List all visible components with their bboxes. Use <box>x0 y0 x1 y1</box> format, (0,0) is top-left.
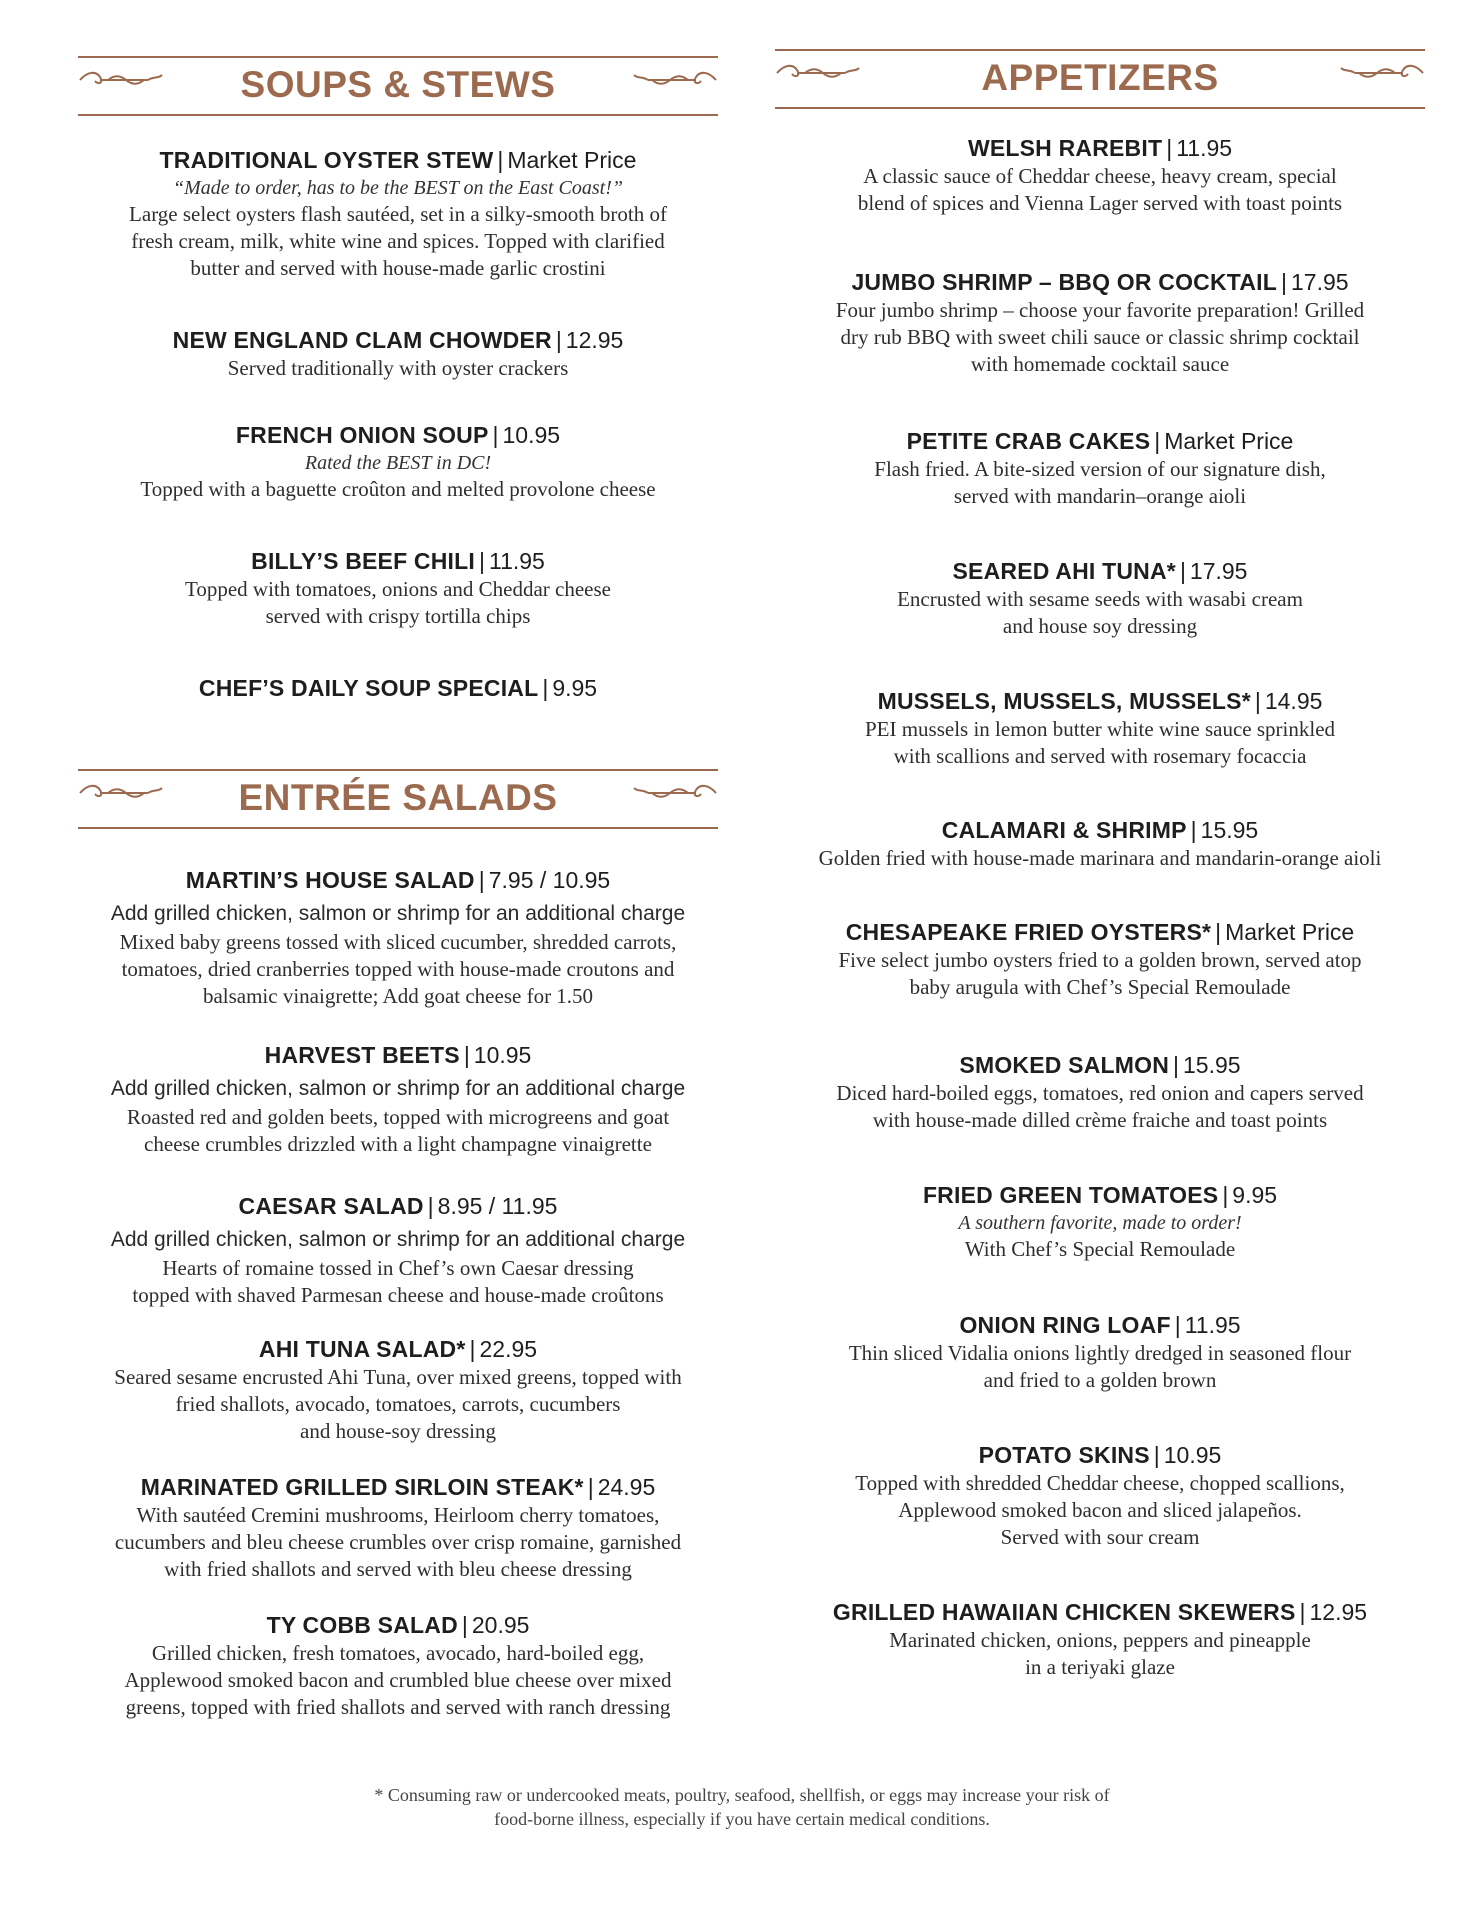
flourish-ornament-icon <box>632 67 718 93</box>
item-price: 20.95 <box>471 1612 530 1638</box>
item-price: 11.95 <box>488 548 545 574</box>
item-name: TRADITIONAL OYSTER STEW <box>159 147 494 173</box>
appetizers-section-header <box>775 49 1425 109</box>
item-price: 10.95 <box>473 1042 532 1068</box>
item-price: 10.95 <box>502 422 561 448</box>
menu-item: CHESAPEAKE FRIED OYSTERS* | Market Price Five select jumbo oysters fried to a golden brown, served atop baby arugula with Chef’s Special Remoulade <box>775 917 1425 1001</box>
menu-item: TRADITIONAL OYSTER STEW | Market Price “Made to order, has to be the BEST on the East Coast!” Large select oysters flash sautéed, set in a silky-smooth broth of fresh cream, milk, white wine and spices. Topped with clarified butter and served with house-made garlic crostini <box>78 145 718 282</box>
item-price: 9.95 <box>1232 1182 1278 1208</box>
menu-item: ONION RING LOAF | 11.95 Thin sliced Vidalia onions lightly dredged in seasoned flour and fried to a golden brown <box>775 1310 1425 1394</box>
item-description: Marinated chicken, onions, peppers and pineapple in a teriyaki glaze <box>889 1628 1311 1679</box>
item-name: NEW ENGLAND CLAM CHOWDER <box>172 327 552 353</box>
salads-section-title: ENTRÉE SALADS <box>238 777 558 818</box>
item-price: 24.95 <box>597 1474 656 1500</box>
item-quote: A southern favorite, made to order! <box>958 1212 1242 1234</box>
item-description: Seared sesame encrusted Ahi Tuna, over mixed greens, topped with fried shallots, avocado, tomatoes, carrots, cucumbers and house-soy dressing <box>114 1365 682 1443</box>
item-price: 14.95 <box>1264 688 1323 714</box>
item-name: ONION RING LOAF <box>959 1312 1171 1338</box>
item-name: CHESAPEAKE FRIED OYSTERS* <box>845 919 1212 945</box>
item-name: CAESAR SALAD <box>238 1193 424 1219</box>
menu-item: CALAMARI & SHRIMP | 15.95 Golden fried with house-made marinara and mandarin-orange aioli <box>775 815 1425 872</box>
item-description: Flash fried. A bite-sized version of our signature dish, served with mandarin–orange aioli <box>874 457 1326 508</box>
item-price: 10.95 <box>1163 1442 1222 1468</box>
menu-item: CAESAR SALAD | 8.95 / 11.95 Add grilled chicken, salmon or shrimp for an additional charge Hearts of romaine tossed in Chef’s own Caesar dressing topped with shaved Parmesan cheese and house-made croûtons <box>78 1191 718 1309</box>
item-description: Mixed baby greens tossed with sliced cucumber, shredded carrots, tomatoes, dried cranberries topped with house-made croutons and balsamic vinaigrette; Add goat cheese for 1.50 <box>119 930 677 1008</box>
menu-item: POTATO SKINS | 10.95 Topped with shredded Cheddar cheese, chopped scallions, Applewood smoked bacon and sliced jalapeños. Served with sour cream <box>775 1440 1425 1551</box>
item-description: Thin sliced Vidalia onions lightly dredged in seasoned flour and fried to a golden brown <box>848 1341 1352 1392</box>
menu-item: SMOKED SALMON | 15.95 Diced hard-boiled eggs, tomatoes, red onion and capers served with house-made dilled crème fraiche and toast points <box>775 1050 1425 1134</box>
item-description: Golden fried with house-made marinara and mandarin-orange aioli <box>818 846 1382 870</box>
item-price: Market Price <box>1225 919 1355 945</box>
item-addon-note: Add grilled chicken, salmon or shrimp for an additional charge <box>110 902 686 925</box>
item-name: HARVEST BEETS <box>264 1042 460 1068</box>
appetizers-section-title: APPETIZERS <box>981 57 1219 98</box>
salads-section-header <box>78 769 718 829</box>
item-name: GRILLED HAWAIIAN CHICKEN SKEWERS <box>832 1599 1296 1625</box>
soups-section-title: SOUPS & STEWS <box>240 64 556 105</box>
menu-item: NEW ENGLAND CLAM CHOWDER | 12.95 Served traditionally with oyster crackers <box>78 325 718 382</box>
item-price: 8.95 / 11.95 <box>437 1193 558 1219</box>
item-description: Topped with a baguette croûton and melted provolone cheese <box>140 477 656 501</box>
item-name: FRIED GREEN TOMATOES <box>922 1182 1219 1208</box>
menu-item: MUSSELS, MUSSELS, MUSSELS* | 14.95 PEI mussels in lemon butter white wine sauce sprinkled with scallions and served with rosemary focaccia <box>775 686 1425 770</box>
item-description: Diced hard-boiled eggs, tomatoes, red onion and capers served with house-made dilled crème fraiche and toast points <box>836 1081 1364 1132</box>
item-price: 12.95 <box>1309 1599 1368 1625</box>
item-quote: Rated the BEST in DC! <box>304 452 492 474</box>
item-name: WELSH RAREBIT <box>967 135 1163 161</box>
menu-item: CHEF’S DAILY SOUP SPECIAL | 9.95 <box>198 675 598 701</box>
menu-item: WELSH RAREBIT | 11.95 A classic sauce of Cheddar cheese, heavy cream, special blend of spices and Vienna Lager served with toast points <box>775 133 1425 217</box>
menu-item: MARTIN’S HOUSE SALAD | 7.95 / 10.95 Add grilled chicken, salmon or shrimp for an additional charge Mixed baby greens tossed with sliced cucumber, shredded carrots, tomatoes, dried cranberries topped with house-made croutons and balsamic vinaigrette; Add goat cheese for 1.50 <box>78 865 718 1010</box>
item-price: 17.95 <box>1290 269 1349 295</box>
item-name: MARTIN’S HOUSE SALAD <box>185 867 475 893</box>
menu-item: GRILLED HAWAIIAN CHICKEN SKEWERS | 12.95 Marinated chicken, onions, peppers and pineapple in a teriyaki glaze <box>775 1597 1425 1681</box>
menu-item: FRIED GREEN TOMATOES | 9.95 A southern favorite, made to order! With Chef’s Special Remoulade <box>775 1180 1425 1263</box>
item-name: CALAMARI & SHRIMP <box>941 817 1187 843</box>
item-price: Market Price <box>1164 428 1294 454</box>
item-description: Encrusted with sesame seeds with wasabi cream and house soy dressing <box>897 587 1303 638</box>
item-name: BILLY’S BEEF CHILI <box>251 548 475 574</box>
item-price: 11.95 <box>1184 1312 1241 1338</box>
item-name: JUMBO SHRIMP – BBQ OR COCKTAIL <box>851 269 1277 295</box>
item-name: FRENCH ONION SOUP <box>235 422 489 448</box>
item-name: CHEF’S DAILY SOUP SPECIAL <box>198 675 539 701</box>
item-description: Large select oysters flash sautéed, set in a silky-smooth broth of fresh cream, milk, white wine and spices. Topped with clarified butter and served with house-made garlic crostini <box>129 202 667 280</box>
menu-item: SEARED AHI TUNA* | 17.95 Encrusted with sesame seeds with wasabi cream and house soy dressing <box>775 556 1425 640</box>
item-description: Served traditionally with oyster crackers <box>227 356 569 380</box>
item-description: PEI mussels in lemon butter white wine sauce sprinkled with scallions and served with rosemary focaccia <box>864 717 1336 768</box>
item-name: PETITE CRAB CAKES <box>906 428 1151 454</box>
item-description: Roasted red and golden beets, topped with microgreens and goat cheese crumbles drizzled with a light champagne vinaigrette <box>126 1105 670 1156</box>
menu-item: AHI TUNA SALAD* | 22.95 Seared sesame encrusted Ahi Tuna, over mixed greens, topped with fried shallots, avocado, tomatoes, carrots, cucumbers and house-soy dressing <box>78 1334 718 1445</box>
item-description: Grilled chicken, fresh tomatoes, avocado, hard-boiled egg, Applewood smoked bacon and crumbled blue cheese over mixed greens, topped with fried shallots and served with ranch dressing <box>124 1641 672 1719</box>
menu-item: PETITE CRAB CAKES | Market Price Flash fried. A bite-sized version of our signature dish, served with mandarin–orange aioli <box>775 426 1425 510</box>
item-price: 11.95 <box>1176 135 1233 161</box>
item-description: Five select jumbo oysters fried to a golden brown, served atop baby arugula with Chef’s Special Remoulade <box>838 948 1362 999</box>
item-price: 17.95 <box>1189 558 1248 584</box>
item-addon-note: Add grilled chicken, salmon or shrimp for an additional charge <box>110 1228 686 1251</box>
menu-item: BILLY’S BEEF CHILI | 11.95 Topped with tomatoes, onions and Cheddar cheese served with crispy tortilla chips <box>78 546 718 630</box>
item-name: TY COBB SALAD <box>266 1612 458 1638</box>
item-name: MUSSELS, MUSSELS, MUSSELS* <box>877 688 1251 714</box>
item-price: 15.95 <box>1183 1052 1241 1078</box>
item-name: AHI TUNA SALAD* <box>258 1336 466 1362</box>
item-price: 15.95 <box>1200 817 1259 843</box>
flourish-ornament-icon <box>632 780 718 806</box>
item-name: SMOKED SALMON <box>959 1052 1170 1078</box>
item-price: 22.95 <box>479 1336 538 1362</box>
item-description: A classic sauce of Cheddar cheese, heavy cream, special blend of spices and Vienna Lager served with toast points <box>857 164 1343 215</box>
menu-item: FRENCH ONION SOUP | 10.95 Rated the BEST in DC! Topped with a baguette croûton and melted provolone cheese <box>78 420 718 503</box>
item-addon-note: Add grilled chicken, salmon or shrimp for an additional charge <box>110 1077 686 1100</box>
item-name: POTATO SKINS <box>978 1442 1150 1468</box>
item-description: Topped with tomatoes, onions and Cheddar cheese served with crispy tortilla chips <box>184 577 611 628</box>
menu-item: TY COBB SALAD | 20.95 Grilled chicken, fresh tomatoes, avocado, hard-boiled egg, Applewood smoked bacon and crumbled blue cheese over mixed greens, topped with fried shallots and served with ranch dressing <box>78 1610 718 1721</box>
item-price: 12.95 <box>565 327 624 353</box>
item-name: SEARED AHI TUNA* <box>952 558 1176 584</box>
menu-item: MARINATED GRILLED SIRLOIN STEAK* | 24.95 With sautéed Cremini mushrooms, Heirloom cherry tomatoes, cucumbers and bleu cheese crumbles over crisp romaine, garnished with fried shallots and served with bleu cheese dressing <box>78 1472 718 1583</box>
item-price: 9.95 <box>552 675 598 701</box>
menu-item: JUMBO SHRIMP – BBQ OR COCKTAIL | 17.95 Four jumbo shrimp – choose your favorite preparation! Grilled dry rub BBQ with sweet chili sauce or classic shrimp cocktail with homemade cocktail sauce <box>775 267 1425 378</box>
item-price: Market Price <box>507 147 637 173</box>
food-safety-disclaimer: * Consuming raw or undercooked meats, poultry, seafood, shellfish, or eggs may increase your risk of food-borne illness, especially if you have certain medical conditions. <box>374 1785 1110 1829</box>
menu-item: HARVEST BEETS | 10.95 Add grilled chicken, salmon or shrimp for an additional charge Roasted red and golden beets, topped with microgreens and goat cheese crumbles drizzled with a light champagne vinaigrette <box>78 1040 718 1158</box>
item-description: With sautéed Cremini mushrooms, Heirloom cherry tomatoes, cucumbers and bleu cheese crumbles over crisp romaine, garnished with fried shallots and served with bleu cheese dressing <box>114 1503 682 1581</box>
item-description: With Chef’s Special Remoulade <box>964 1237 1236 1261</box>
soups-section-header <box>78 56 718 116</box>
item-description: Hearts of romaine tossed in Chef’s own Caesar dressing topped with shaved Parmesan cheese and house-made croûtons <box>132 1256 664 1307</box>
item-description: Four jumbo shrimp – choose your favorite preparation! Grilled dry rub BBQ with sweet chili sauce or classic shrimp cocktail with homemade cocktail sauce <box>835 298 1365 376</box>
item-description: Topped with shredded Cheddar cheese, chopped scallions, Applewood smoked bacon and sliced jalapeños. Served with sour cream <box>855 1471 1345 1549</box>
item-quote: “Made to order, has to be the BEST on the East Coast!” <box>173 177 623 199</box>
item-name: MARINATED GRILLED SIRLOIN STEAK* <box>140 1474 584 1500</box>
flourish-ornament-icon <box>1339 60 1425 86</box>
item-price: 7.95 / 10.95 <box>488 867 611 893</box>
